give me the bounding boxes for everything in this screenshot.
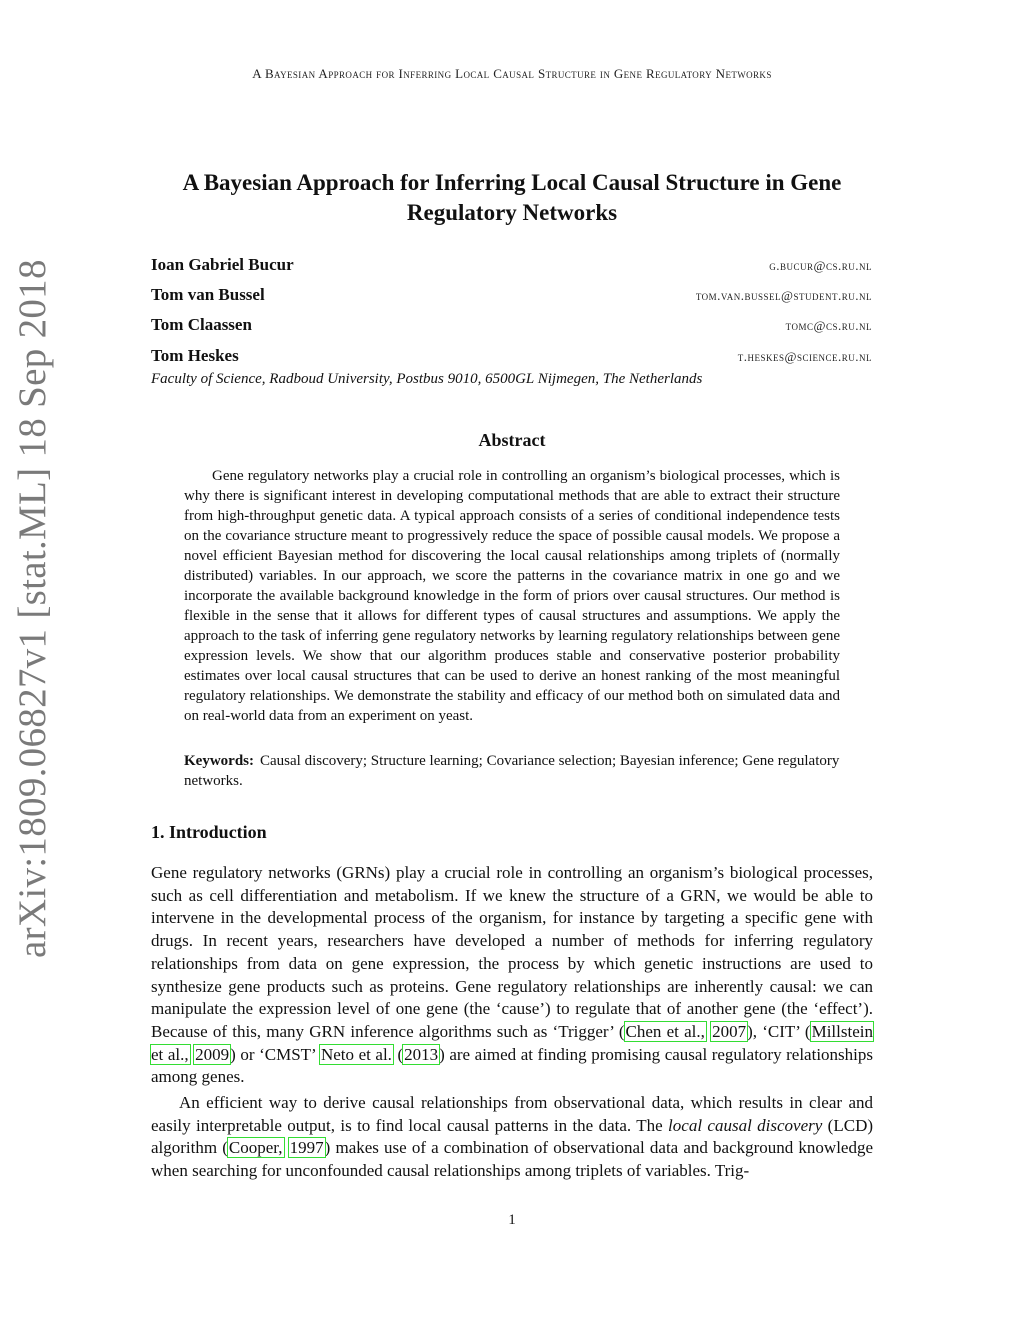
running-head: A Bayesian Approach for Inferring Local Causal Structure in Gene Regulatory Networks: [252, 66, 772, 81]
paper-title: A Bayesian Approach for Inferring Local Causal Structure in Gene Regulatory Networks: [182, 170, 842, 225]
author-email[interactable]: g.bucur@cs.ru.nl: [769, 258, 872, 273]
section-heading: 1. Introduction: [151, 822, 267, 842]
author-name: Tom Claassen: [151, 315, 252, 334]
arxiv-stamp[interactable]: arXiv:1809.06827v1 [stat.ML] 18 Sep 2018: [11, 259, 54, 958]
citation-link[interactable]: 1997: [289, 1138, 324, 1158]
author-email[interactable]: tom.van.bussel@student.ru.nl: [695, 288, 872, 303]
intro-paragraph-2: An efficient way to derive causal relationships from observational data, which results in clear and easily interpretable output, is to find local causal patterns in the data. The local causal discovery (LCD) algorithm (Cooper, 1997) makes use of a combination of observational data and background knowledge when searching for unconfounded causal relationships among triplets of variables. Trig-: [151, 1093, 874, 1181]
author-email[interactable]: t.heskes@science.ru.nl: [737, 349, 872, 364]
affiliation: Faculty of Science, Radboud University, Postbus 9010, 6500GL Nijmegen, The Netherlands: [151, 371, 703, 387]
citation-link[interactable]: Cooper,: [228, 1138, 283, 1158]
keywords-label: Keywords:: [184, 753, 254, 769]
page-number: 1: [508, 1212, 516, 1228]
keywords: [184, 751, 840, 791]
abstract-text: Gene regulatory networks play a crucial role in controlling an organism’s biological processes, which is why there is significant interest in developing computational methods that are able to extract their structure from high-throughput genetic data. A typical approach consists of a series of conditional independence tests on the covariance structure meant to progressively reduce the space of possible causal models. We propose a novel efficient Bayesian method for discovering the local causal relationships among triplets of (normally distributed) variables. In our approach, we score the patterns in the covariance matrix in one go and we incorporate the available background knowledge in the form of priors over causal structures. Our method is flexible in the sense that it allows for different types of causal structures and assumptions. We apply the approach to the task of inferring gene regulatory networks by learning regulatory relationships between gene expression levels. We show that our algorithm produces stable and conservative posterior probability estimates over local causal structures that can be used to derive an honest ranking of the most meaningful regulatory relationships. We demonstrate the stability and efficacy of our method both on simulated data and on real-world data from an experiment on yeast.: [184, 468, 840, 724]
citation-link[interactable]: 2009: [195, 1044, 230, 1064]
keywords-text: Causal discovery; Structure learning; Covariance selection; Bayesian inference; Gene regulatory networks.: [184, 753, 840, 789]
citation-link[interactable]: 2013: [404, 1044, 439, 1064]
intro-paragraph-1: Gene regulatory networks (GRNs) play a crucial role in controlling an organism’s biological processes, such as cell differentiation and metabolism. If we knew the structure of a GRN, we would be able to intervene in the developmental process of the organism, for instance by targeting a specific gene with drugs. In recent years, researchers have developed a number of methods for inferring regulatory relationships from data on gene expression, the process by which genetic instructions are used to synthesize gene products such as proteins. Gene regulatory relationships are inherently causal: we can manipulate the expression level of one gene (the ‘cause’) to regulate that of another gene (the ‘effect’). Because of this, many GRN inference algorithms such as ‘Trigger’ (Chen et al., 2007), ‘CIT’ (Millstein et al., 2009) or ‘CMST’ Neto et al. (2013) are aimed at finding promising causal regulatory relationships among genes.: [151, 863, 874, 1087]
citation-link[interactable]: Neto et al.: [320, 1044, 392, 1064]
author-name: Tom van Bussel: [151, 285, 265, 304]
citation-link[interactable]: Chen et al.,: [625, 1021, 705, 1041]
abstract-heading: Abstract: [478, 430, 546, 450]
author-name: Tom Heskes: [151, 346, 239, 365]
citation-link[interactable]: Millstein et al.,: [151, 1021, 873, 1064]
citation-link[interactable]: 2007: [712, 1021, 747, 1041]
emphasis-term: local causal discovery: [668, 1115, 823, 1135]
author-email[interactable]: tomc@cs.ru.nl: [785, 318, 872, 333]
author-name: Ioan Gabriel Bucur: [151, 255, 294, 274]
